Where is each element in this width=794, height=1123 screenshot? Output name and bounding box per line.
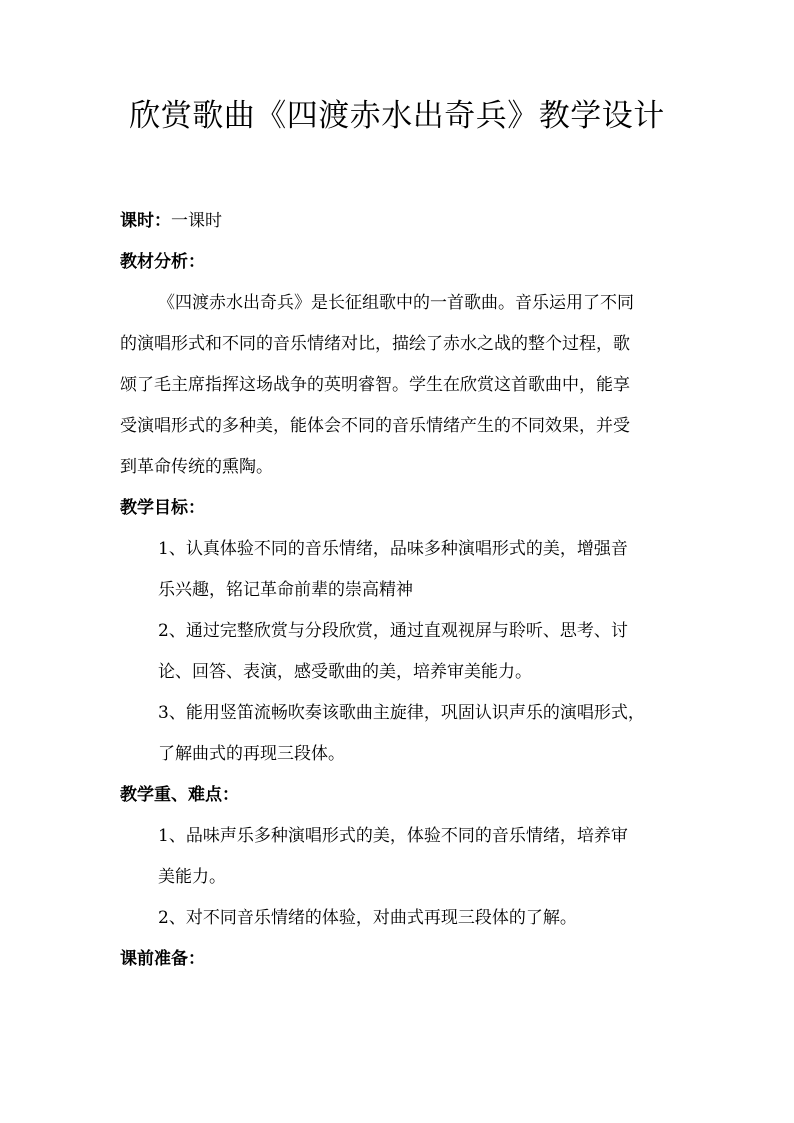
document-body xyxy=(120,201,690,980)
material-analysis-line: 到革命传统的熏陶。 xyxy=(120,457,273,477)
preparation-heading: 课前准备： xyxy=(120,949,205,969)
key-points-heading: 教学重、难点： xyxy=(120,785,239,805)
teaching-goal-line: 论、回答、表演，感受歌曲的美，培养审美能力。 xyxy=(158,662,532,682)
teaching-goal-line: 1、认真体验不同的音乐情绪，品味多种演唱形式的美，增强音 xyxy=(158,539,628,559)
material-analysis-line: 的演唱形式和不同的音乐情绪对比，描绘了赤水之战的整个过程，歌 xyxy=(120,334,630,354)
teaching-goals-heading: 教学目标： xyxy=(120,498,205,518)
material-analysis-heading: 教材分析： xyxy=(120,252,205,272)
key-point-line: 美能力。 xyxy=(158,867,226,887)
key-point-line: 1、品味声乐多种演唱形式的美，体验不同的音乐情绪，培养审 xyxy=(158,826,628,846)
key-point-line: 2、对不同音乐情绪的体验，对曲式再现三段体的了解。 xyxy=(158,908,577,928)
material-analysis-line: 受演唱形式的多种美，能体会不同的音乐情绪产生的不同效果，并受 xyxy=(120,416,630,436)
teaching-goal-line: 乐兴趣，铭记革命前辈的崇高精神 xyxy=(158,580,413,600)
document-title: 欣赏歌曲《四渡赤水出奇兵》教学设计 xyxy=(129,98,665,134)
teaching-goal-line: 3、能用竖笛流畅吹奏该歌曲主旋律，巩固认识声乐的演唱形式， xyxy=(158,703,645,723)
class-hours-label: 课时： xyxy=(120,211,171,231)
teaching-goal-line: 2、通过完整欣赏与分段欣赏，通过直观视屏与聆听、思考、讨 xyxy=(158,621,628,641)
teaching-goal-line: 了解曲式的再现三段体。 xyxy=(158,744,345,764)
class-hours-value: 一课时 xyxy=(171,211,222,231)
class-hours-row xyxy=(120,201,690,242)
material-analysis-line: 颂了毛主席指挥这场战争的英明睿智。学生在欣赏这首歌曲中，能享 xyxy=(120,375,630,395)
material-analysis-line: 《四渡赤水出奇兵》是长征组歌中的一首歌曲。音乐运用了不同 xyxy=(158,293,634,313)
